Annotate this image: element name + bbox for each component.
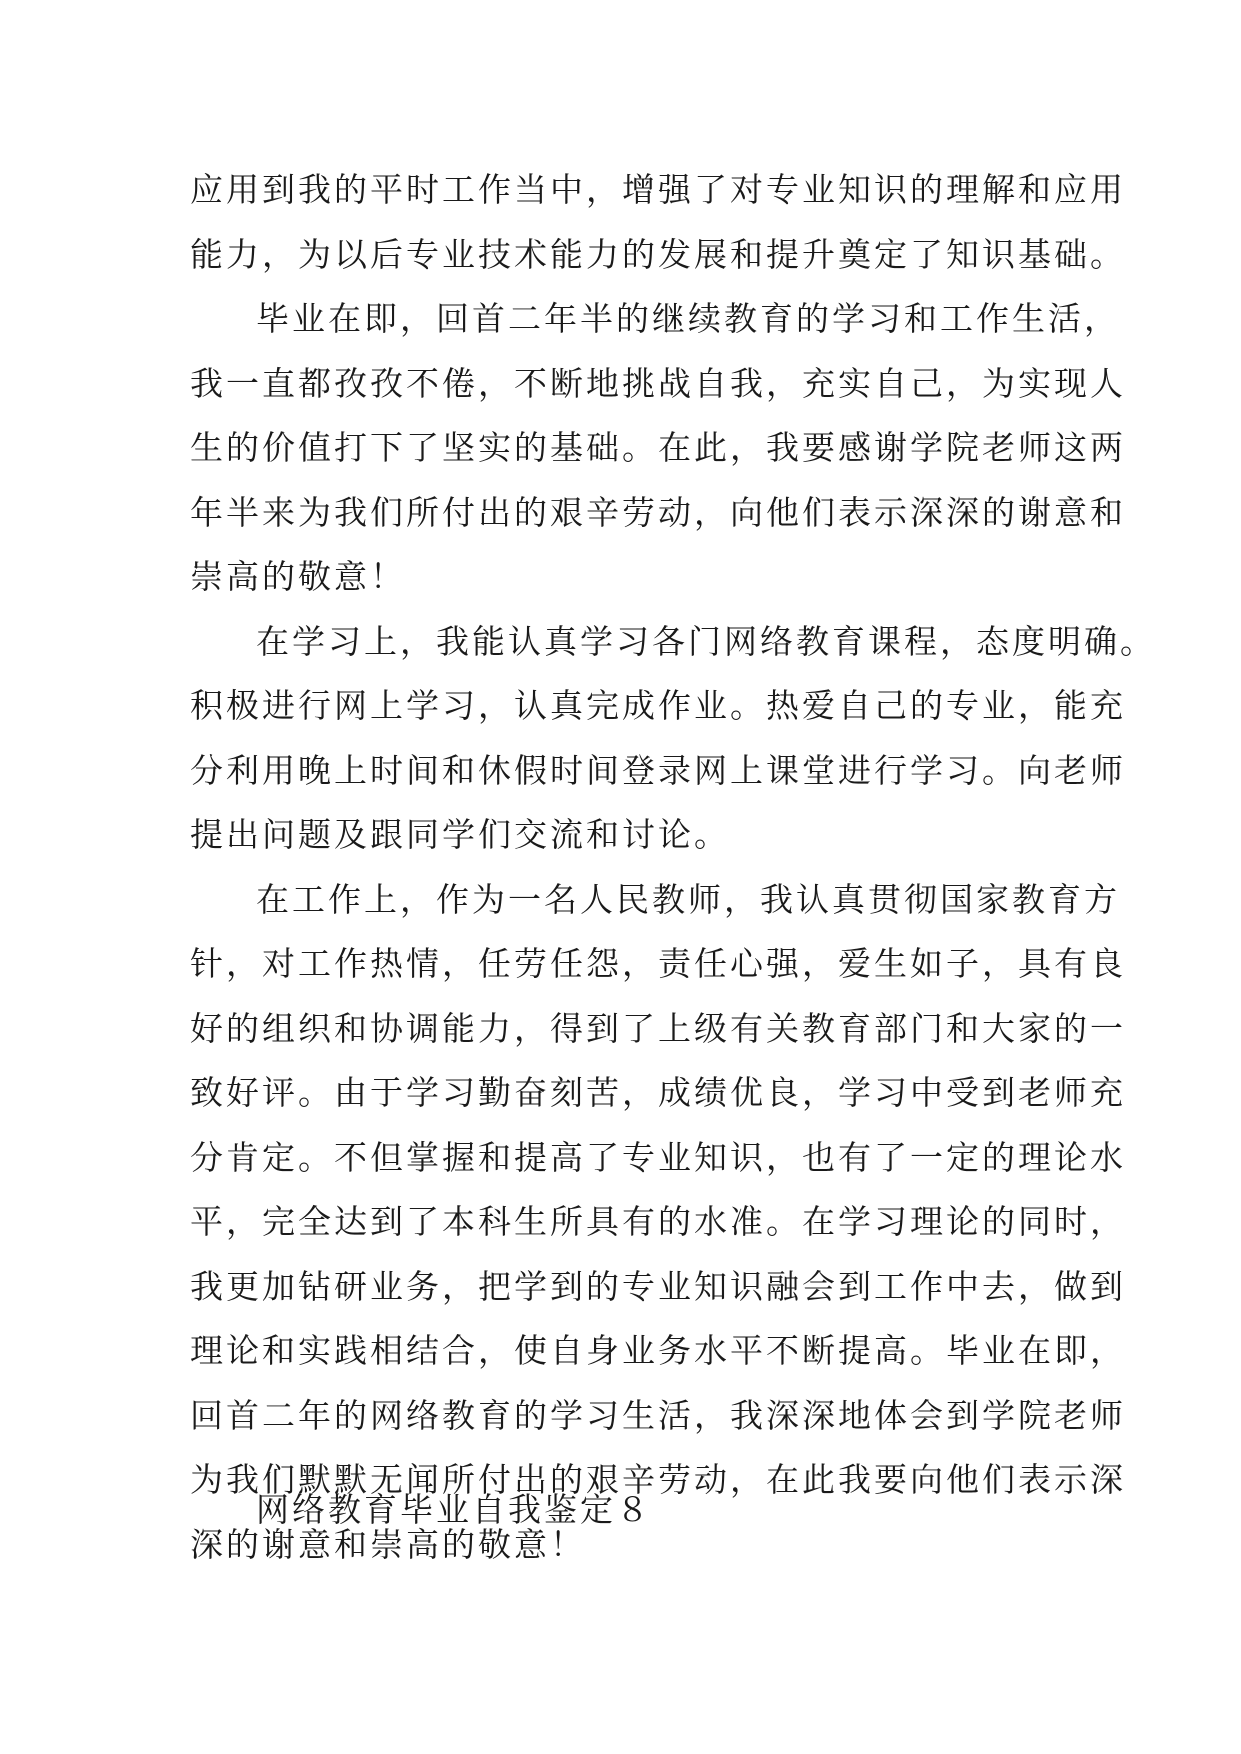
text-line: 回首二年的网络教育的学习生活，我深深地体会到学院老师	[190, 1395, 1126, 1435]
text-line: 提出问题及跟同学们交流和讨论。	[190, 815, 730, 854]
text-line: 在工作上，作为一名人民教师，我认真贯彻国家教育方	[256, 879, 1120, 919]
text-line: 崇高的敬意！	[190, 557, 406, 596]
paragraph-work	[190, 868, 1126, 1578]
text-line: 针，对工作热情，任劳任怨，责任心强，爱生如子，具有良	[190, 944, 1126, 983]
text-line: 分肯定。不但掌握和提高了专业知识，也有了一定的理论水	[190, 1137, 1126, 1177]
text-line: 深的谢意和崇高的敬意！	[190, 1524, 586, 1564]
text-line: 应用到我的平时工作当中，增强了对专业知识的理解和应用	[190, 170, 1126, 209]
text-line: 积极进行网上学习，认真完成作业。热爱自己的专业，能充	[190, 686, 1126, 725]
text-line: 毕业在即，回首二年半的继续教育的学习和工作生活，	[256, 299, 1120, 338]
paragraph-study	[190, 610, 1156, 868]
text-line: 平，完全达到了本科生所具有的水准。在学习理论的同时，	[190, 1202, 1126, 1241]
text-line: 能力，为以后专业技术能力的发展和提升奠定了知识基础。	[190, 234, 1126, 274]
section-title: 网络教育毕业自我鉴定８	[256, 1490, 652, 1529]
text-line: 好的组织和协调能力，得到了上级有关教育部门和大家的一	[190, 1008, 1126, 1048]
paragraph-continued	[190, 158, 1126, 287]
text-line: 我更加钻研业务，把学到的专业知识融会到工作中去，做到	[190, 1266, 1126, 1306]
text-line: 理论和实践相结合，使自身业务水平不断提高。毕业在即，	[190, 1331, 1126, 1370]
text-line: 生的价值打下了坚实的基础。在此，我要感谢学院老师这两	[190, 428, 1126, 467]
text-line: 分利用晚上时间和休假时间登录网上课堂进行学习。向老师	[190, 750, 1126, 790]
text-line: 我一直都孜孜不倦，不断地挑战自我，充实自己，为实现人	[190, 363, 1126, 403]
document-body	[190, 158, 1156, 1577]
text-line: 致好评。由于学习勤奋刻苦，成绩优良，学习中受到老师充	[190, 1073, 1126, 1112]
text-line: 为我们默默无闻所付出的艰辛劳动，在此我要向他们表示深	[190, 1460, 1126, 1499]
text-line: 在学习上，我能认真学习各门网络教育课程，态度明确。	[256, 621, 1156, 661]
text-line: 年半来为我们所付出的艰辛劳动，向他们表示深深的谢意和	[190, 492, 1126, 532]
paragraph-graduation	[190, 287, 1126, 610]
